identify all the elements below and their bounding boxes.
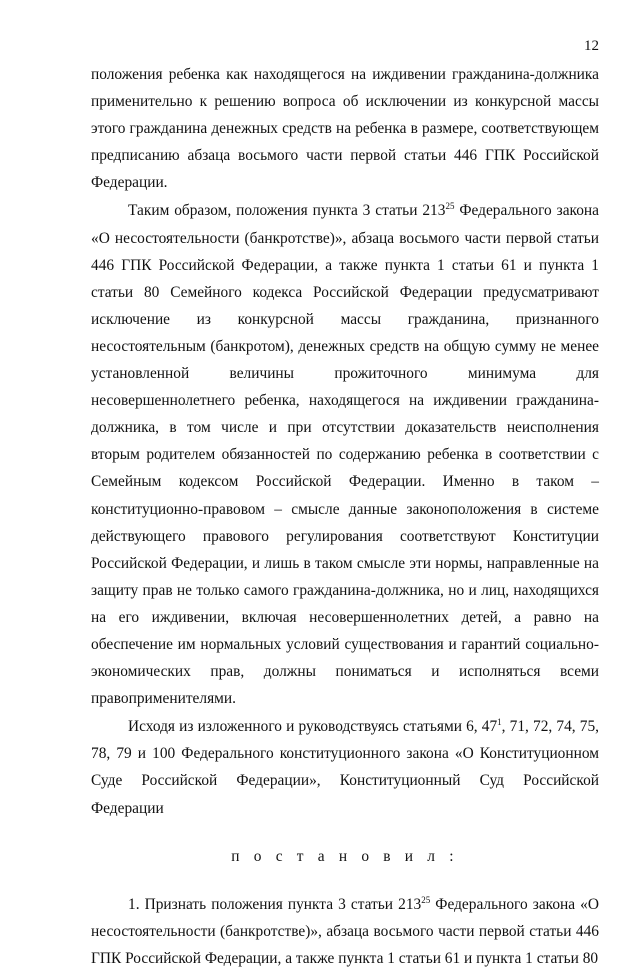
paragraph-3 xyxy=(91,713,599,821)
paragraph-3-superscript: 1 xyxy=(497,717,502,728)
resolution-heading: п о с т а н о в и л : xyxy=(231,847,459,865)
paragraph-4 xyxy=(91,891,599,972)
paragraph-4-text-start: 1. Признать положения пункта 3 статьи 213 xyxy=(128,895,422,913)
paragraph-2 xyxy=(91,197,599,712)
paragraph-1 xyxy=(91,61,599,196)
paragraph-4-text-end: Федерального закона «О несостоятельности (банкротстве)», абзаца восьмого части первой статьи 446 ГПК Российской Федерации, а также пункта 1 статьи 61 и пункта 1 статьи 80 xyxy=(91,895,599,967)
paragraph-3-text-start: Исходя из изложенного и руководствуясь статьями 6, 47 xyxy=(128,718,498,736)
paragraph-2-superscript: 25 xyxy=(445,201,455,212)
document-body xyxy=(91,61,599,972)
paragraph-1-text: положения ребенка как находящегося на иждивении гражданина-должника применительно к решению вопроса об исключении из конкурсной массы этого гражданина денежных средств на ребенка в размере, соответствующем предписанию абзаца восьмого части первой статьи 446 ГПК Российской Федерации. xyxy=(91,66,599,192)
page-number: 12 xyxy=(584,38,599,54)
paragraph-4-superscript: 25 xyxy=(421,894,431,905)
paragraph-3-text-end: , 71, 72, 74, 75, 78, 79 и 100 Федерального конституционного закона «О Конституционном Суде Российской Федерации», Конституционный Суд Российской Федерации xyxy=(91,718,599,817)
paragraph-2-text-end: Федерального закона «О несостоятельности (банкротстве)», абзаца восьмого части первой статьи 446 ГПК Российской Федерации, а также пункта 1 статьи 61 и пункта 1 статьи 80 Семейного кодекса Российской Федерации предусматривают исключение из конкурсной массы гражданина, признанного несостоятельным (банкротом), денежных средств на общую сумму не менее установленной величины прожиточного минимума для несовершеннолетнего ребенка, находящегося на иждивении гражданина-должника, в том числе и при отсутствии доказательств неисполнения вторым родителем обязанностей по содержанию ребенка в соответствии с Семейным кодексом Российской Федерации. Именно в таком – конституционно-правовом – смысле данные законоположения в системе действующего правового регулирования соответствуют Конституции Российской Федерации, и лишь в таком смысле эти нормы, направленные на защиту прав не только самого гражданина-должника, но и лиц, находящихся на его иждивении, включая несовершеннолетних детей, а равно на обеспечение им нормальных условий существования и гарантий социально-экономических прав, должны пониматься и исполняться всеми правоприменителями. xyxy=(91,202,599,708)
paragraph-2-text-start: Таким образом, положения пункта 3 статьи 213 xyxy=(128,202,446,220)
